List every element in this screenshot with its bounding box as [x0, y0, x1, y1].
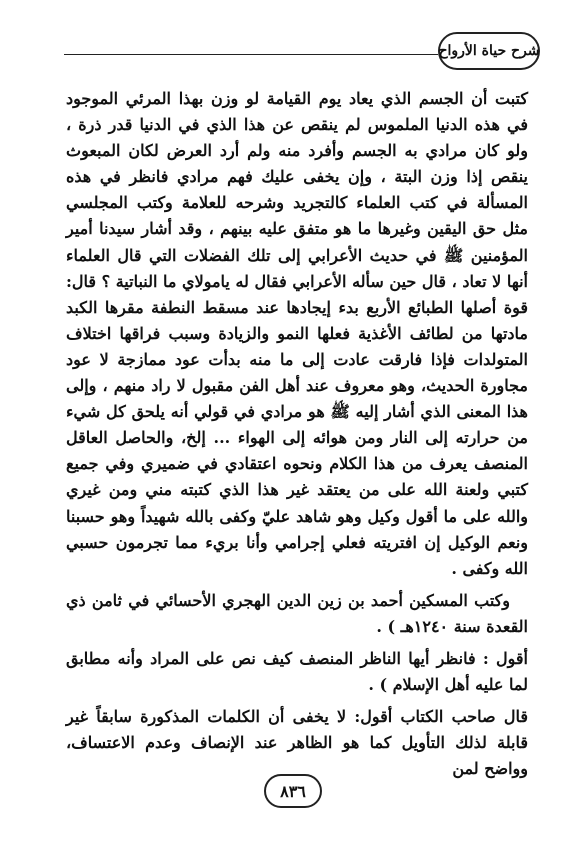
paragraph-comment: أقول : فانظر أيها الناظر المنصف كيف نص على المراد وأنه مطابق لما عليه أهل الإسلام ) . — [66, 648, 528, 695]
running-header: شرح حياة الأرواح — [438, 32, 540, 70]
paragraph-signature: وكتب المسكين أحمد بن زين الدين الهجري الأحسائي في ثامن ذي القعدة سنة ١٢٤٠هـ ) . — [66, 590, 528, 636]
page-number: ٨٣٦ — [264, 774, 322, 808]
page-body — [66, 86, 528, 782]
paragraph-main: كتبت أن الجسم الذي يعاد يوم القيامة لو وزن بهذا المرئي الموجود في هذه الدنيا الملموس لم ينقص عن هذا الذي في الدنيا قدر ذرة ، ولو كان مرادي به الجسم وأفرد منه ولم أرد العرض لكان المبعوث ينقص إذا وزن البتة ، وإن يخفى عليك فهم مرادي فانظر في هذه المسألة في كتب العلماء كالتجريد وشرحه للعلامة وكتب المجلسي مثل حق اليقين وغيرها ما هو متفق عليه بينهم ، وقد أشار سيدنا أمير المؤمنين ﷺ في حديث الأعرابي إلى تلك الفضلات التي قال العلماء أنها لا تعاد ، قال حين سأله الأعرابي فقال له يامولاي ما النباتية ؟ قال: قوة أصلها الطبائع الأربع بدء إيجادها عند مسقط النطفة مقرها الكبد مادتها من لطائف الأغذية فعلها النمو والزيادة وسبب فراقها اختلاف المتولدات فإذا فارقت عادت إلى ما منه بدأت عود ممازجة لا عود مجاورة الحديث، وهو معروف عند أهل الفن مقبول لا راد منهم ، وإلى هذا المعنى الذي أشار إليه ﷺ هو مرادي في قولي أنه يلحق كل شيء من حرارته إلى النار ومن هوائه إلى الهواء ... إلخ، والحاصل العاقل المنصف يعرف من هذا الكلام ونحوه اعتقادي في ضميري وفي جميع كتبي ولعنة الله على من يعتقد غير هذا الذي كتبته مني ومن غيري والله على ما أقول وكيل وهو شاهد عليّ وكفى بالله شهيداً وهو حسبنا ونعم الوكيل إن افتريته فعلي إجرامي وأنا بريء مما تجرمون حسبي الله وكفى . — [66, 89, 529, 578]
paragraph-author-response: قال صاحب الكتاب أقول: لا يخفى أن الكلمات المذكورة سابقاً غير قابلة لذلك التأويل كما هو الظاهر عند الإنصاف وعدم الاعتساف، وواضح لمن — [66, 707, 528, 779]
header-rule — [64, 54, 438, 55]
